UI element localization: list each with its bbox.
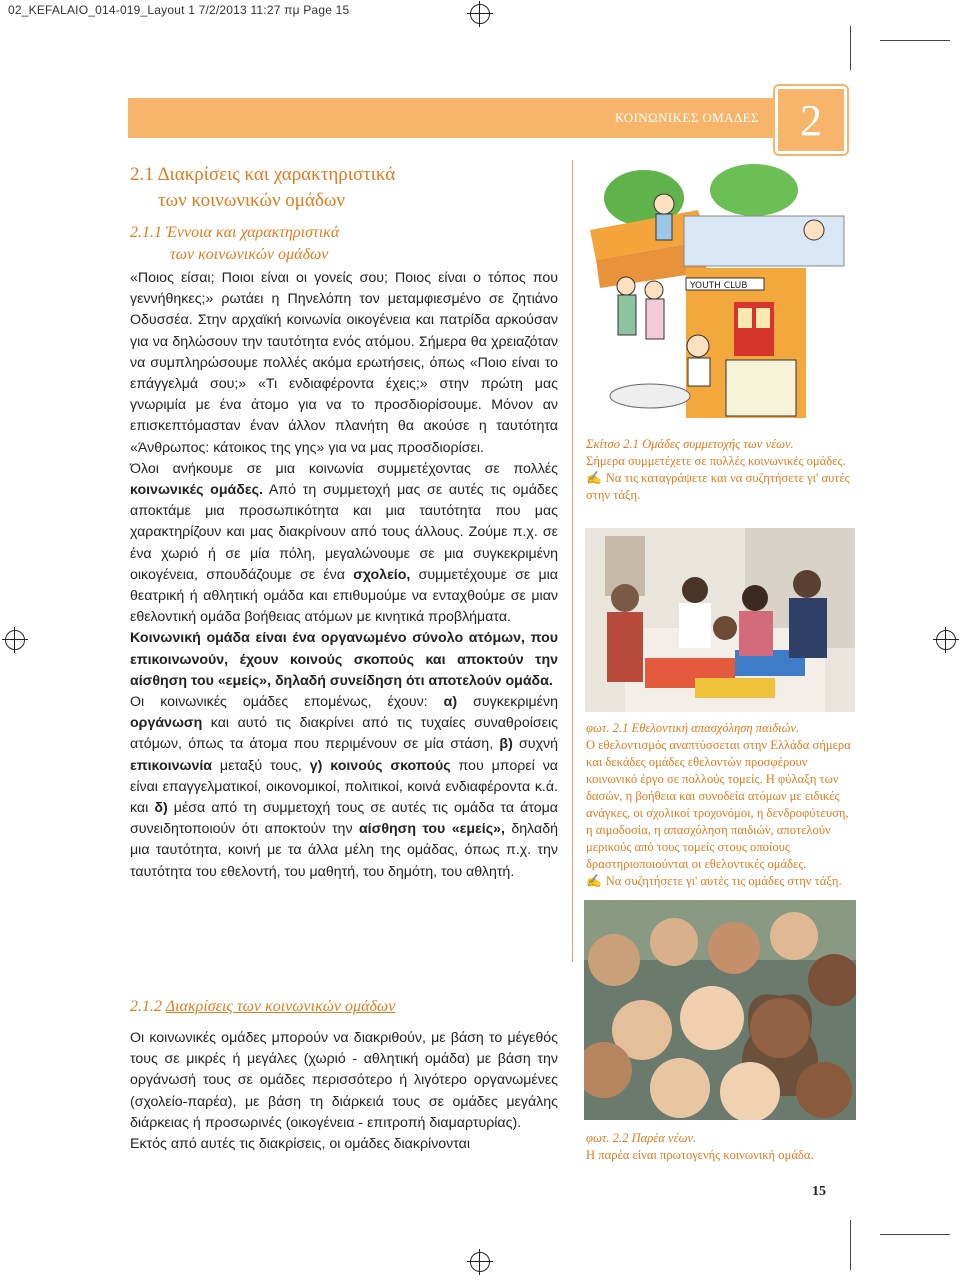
subsection-number: 2.1.2	[130, 998, 166, 1015]
photo-1-caption-title: φωτ. 2.1 Εθελοντική απασχόληση παιδιών.	[586, 721, 800, 735]
sketch-drawing	[588, 160, 850, 432]
youth-groups-sketch	[588, 160, 850, 432]
registration-mark-bottom	[470, 1252, 490, 1272]
page-number: 15	[812, 1184, 826, 1199]
sketch-caption	[586, 436, 856, 504]
subsection-heading-2	[130, 998, 395, 1016]
subsection-heading-line1: 2.1.1 Έννοια και χαρακτηριστικά	[130, 224, 340, 241]
bold-term: σχολείο,	[353, 566, 411, 583]
chapter-number: 2	[800, 96, 822, 145]
registration-mark-right	[936, 630, 956, 650]
bold-term: α)	[443, 694, 458, 711]
paragraph-intro: «Ποιος είσαι; Ποιοι είναι οι γονείς σου; Ποιος είναι ο τόπος που γεννήθηκες;» ρωτάει η Πηνελόπη τον μεταμφιεσμένο σε ζητιάνο Οδυσσέα. Στην αρχαϊκή κοινωνία οικογένεια και πατρίδα αρκούσαν για να δηλώσουν την ταυτότητα ενός ατόμου. Σήμερα θα χρειαζόταν να συμπληρώσουμε πολλές ακόμα ερωτήσεις, όπως «Ποιο είναι το επάγγελμά σου;» «Τι ενδιαφέροντα έχεις;» στην πρώτη μας γνωριμία με ένα άτομο για να το προσδιορίσουμε. Μόνον αν επισκεπτόμασταν έναν άλλον πλανήτη θα ακούσε η ταυτότητα «Άνθρωπος: κάτοικος της γης» για να μας προσδιορίσει.	[130, 270, 558, 456]
chapter-number-box	[775, 86, 847, 154]
text-run: μέσα από τη συμμετοχή τους σε αυτές τις ομάδα τα άτομα συνειδητοποιούν ότι αποκτούν την	[130, 800, 558, 838]
running-header-bar	[128, 98, 783, 138]
children-volunteering-photo	[585, 528, 855, 712]
crop-mark	[880, 40, 950, 41]
crop-mark	[850, 1220, 851, 1270]
photo-2-caption-title: φωτ. 2.2 Παρέα νέων.	[586, 1131, 697, 1145]
text-run: Οι κοινωνικές ομάδες επομένως, έχουν:	[130, 694, 444, 711]
text-run: και αυτό τις διακρίνει από τις τυχαίες συναθροίσεις ατόμων, όπως τα άτομα που περιμένουν σε μία στάση,	[130, 715, 558, 753]
youth-club-sign: YOUTH CLUB	[690, 281, 748, 291]
text-run: μεταξύ τους,	[212, 757, 310, 774]
sketch-caption-text: Σήμερα συμμετέχετε σε πολλές κοινωνικές ομάδες.	[586, 454, 846, 468]
text-run: δηλαδή μια ταυτότητα, κοινή με τα άλλα μέλη της ομάδας, όπως π.χ. την ταυτότητα του εθελοντή, του μαθητή, του δημότη, του αθλητή.	[130, 821, 558, 880]
section-heading	[130, 162, 395, 214]
main-text-2	[130, 1028, 558, 1155]
photo-1-caption-text: Ο εθελοντισμός αναπτύσσεται στην Ελλάδα σήμερα και δεκάδες ομάδες εθελοντών προσφέρουν κοινωνικό έργο σε πολλούς τομείς. Η φύλαξη των δασών, η βοήθεια και συνοδεία ατόμων με ειδικές ανάγκες, οι σχολικοί τροχονόμοι, η δενδροφύτευση, η αιμοδοσία, η απασχόληση παιδιών, αποτελούν μερικούς από τους τομείς στους οποίους δραστηριοποιούνται οι εθελοντικές ομάδες.	[586, 738, 851, 871]
photo-2-image	[584, 900, 856, 1120]
bold-term: οργάνωση	[130, 715, 203, 732]
section-heading-line1: 2.1 Διακρίσεις και χαρακτηριστικά	[130, 164, 396, 185]
youth-group-photo	[584, 900, 856, 1120]
main-text	[130, 268, 558, 883]
paragraph-groups	[130, 459, 558, 629]
pencil-icon: ✍	[586, 471, 602, 485]
registration-mark-top	[470, 4, 490, 24]
column-divider	[572, 160, 573, 962]
print-slug: 02_KEFALAIO_014-019_Layout 1 7/2/2013 11:27 πμ Page 15	[8, 3, 350, 17]
photo-1-caption-task: Να συζητήσετε γι' αυτές τις ομάδες στην τάξη.	[605, 874, 842, 888]
sketch-caption-task: Να τις καταγράψετε και να συζητήσετε γι' αυτές στην τάξη.	[586, 471, 850, 502]
text-run: Όλοι ανήκουμε σε μια κοινωνία συμμετέχοντας σε πολλές	[130, 460, 558, 477]
photo-1-image	[585, 528, 855, 712]
paragraph-characteristics	[130, 692, 558, 883]
bold-term: β)	[499, 736, 513, 753]
bold-term: επικοινωνία	[130, 757, 213, 774]
sketch-caption-title: Σκίτσο 2.1 Ομάδες συμμετοχής των νέων.	[586, 437, 794, 451]
text-run: που μπορεί να είναι επαγγελματικοί, οικονομικοί, πολιτικοί, κοινά ενδιαφέροντα κ.ά. και	[130, 757, 558, 817]
text-run: συμμετέχουμε σε μια θεατρική ή αθλητική ομάδα και επιθυμούμε να ενταχθούμε σε μιαν εθελοντική ομάδα βοήθειας ατόμων με κινητικά προβλήματα.	[130, 566, 558, 626]
bold-term: γ) κοινούς σκοπούς	[309, 757, 451, 774]
running-header-title: ΚΟΙΝΩΝΙΚΕΣ ΟΜΑΔΕΣ	[614, 110, 759, 125]
paragraph-continuation: Εκτός από αυτές τις διακρίσεις, οι ομάδες διακρίνονται	[130, 1136, 471, 1153]
crop-mark	[850, 26, 851, 70]
registration-mark-left	[5, 630, 25, 650]
pencil-icon: ✍	[586, 874, 602, 888]
bold-term: κοινωνικές ομάδες.	[130, 482, 263, 499]
subsection-title: Διακρίσεις των κοινωνικών ομάδων	[165, 998, 396, 1015]
photo-1-caption	[586, 720, 856, 890]
photo-2-caption-text: Η παρέα είναι πρωτογενής κοινωνική ομάδα.	[586, 1148, 814, 1162]
subsection-heading	[130, 222, 339, 266]
section-heading-line2: των κοινωνικών ομάδων	[158, 190, 345, 211]
photo-2-caption	[586, 1130, 856, 1164]
text-run: συγκεκριμένη	[457, 694, 558, 711]
text-run: Από τη συμμετοχή μας σε αυτές τις ομάδες αποκτάμε μια προσωπικότητα και μια ταυτότητα που μας χαρακτηρίζουν και μας διακρίνουν από τους άλλους. Ζούμε π.χ. σε ένα χωριό ή σε μία πόλη, μεγαλώνουμε σε μια συγκεκριμένη οικογένεια, σπουδάζουμε σε ένα	[130, 482, 558, 583]
text-run: συχνή	[512, 736, 558, 753]
bold-term: αίσθηση του «εμείς»,	[358, 821, 505, 838]
bold-term: δ)	[154, 800, 168, 817]
definition-paragraph	[130, 628, 558, 692]
crop-mark	[880, 1234, 950, 1235]
definition-text: Κοινωνική ομάδα είναι ένα οργανωμένο σύνολο ατόμων, που επικοινωνούν, έχουν κοινούς σκοπούς και αποκτούν την αίσθηση του «εμείς», δηλαδή συνείδηση ότι αποτελούν ομάδα.	[130, 630, 558, 689]
paragraph-distinctions: Οι κοινωνικές ομάδες μπορούν να διακριθούν, με βάση το μέγεθός τους σε μικρές ή μεγάλες (χωριό - αθλητική ομάδα) με βάση την οργάνωσή τους σε ομάδες περισσότερο ή λιγότερο οργανωμένες (σχολείο-παρέα), με βάση τη διάρκειά τους σε ομάδες μεγάλης διάρκειας ή προσωρινές (οικογένεια - επιτροπή διαμαρτυρίας).	[130, 1030, 558, 1131]
subsection-heading-line2: των κοινωνικών ομάδων	[170, 246, 329, 263]
